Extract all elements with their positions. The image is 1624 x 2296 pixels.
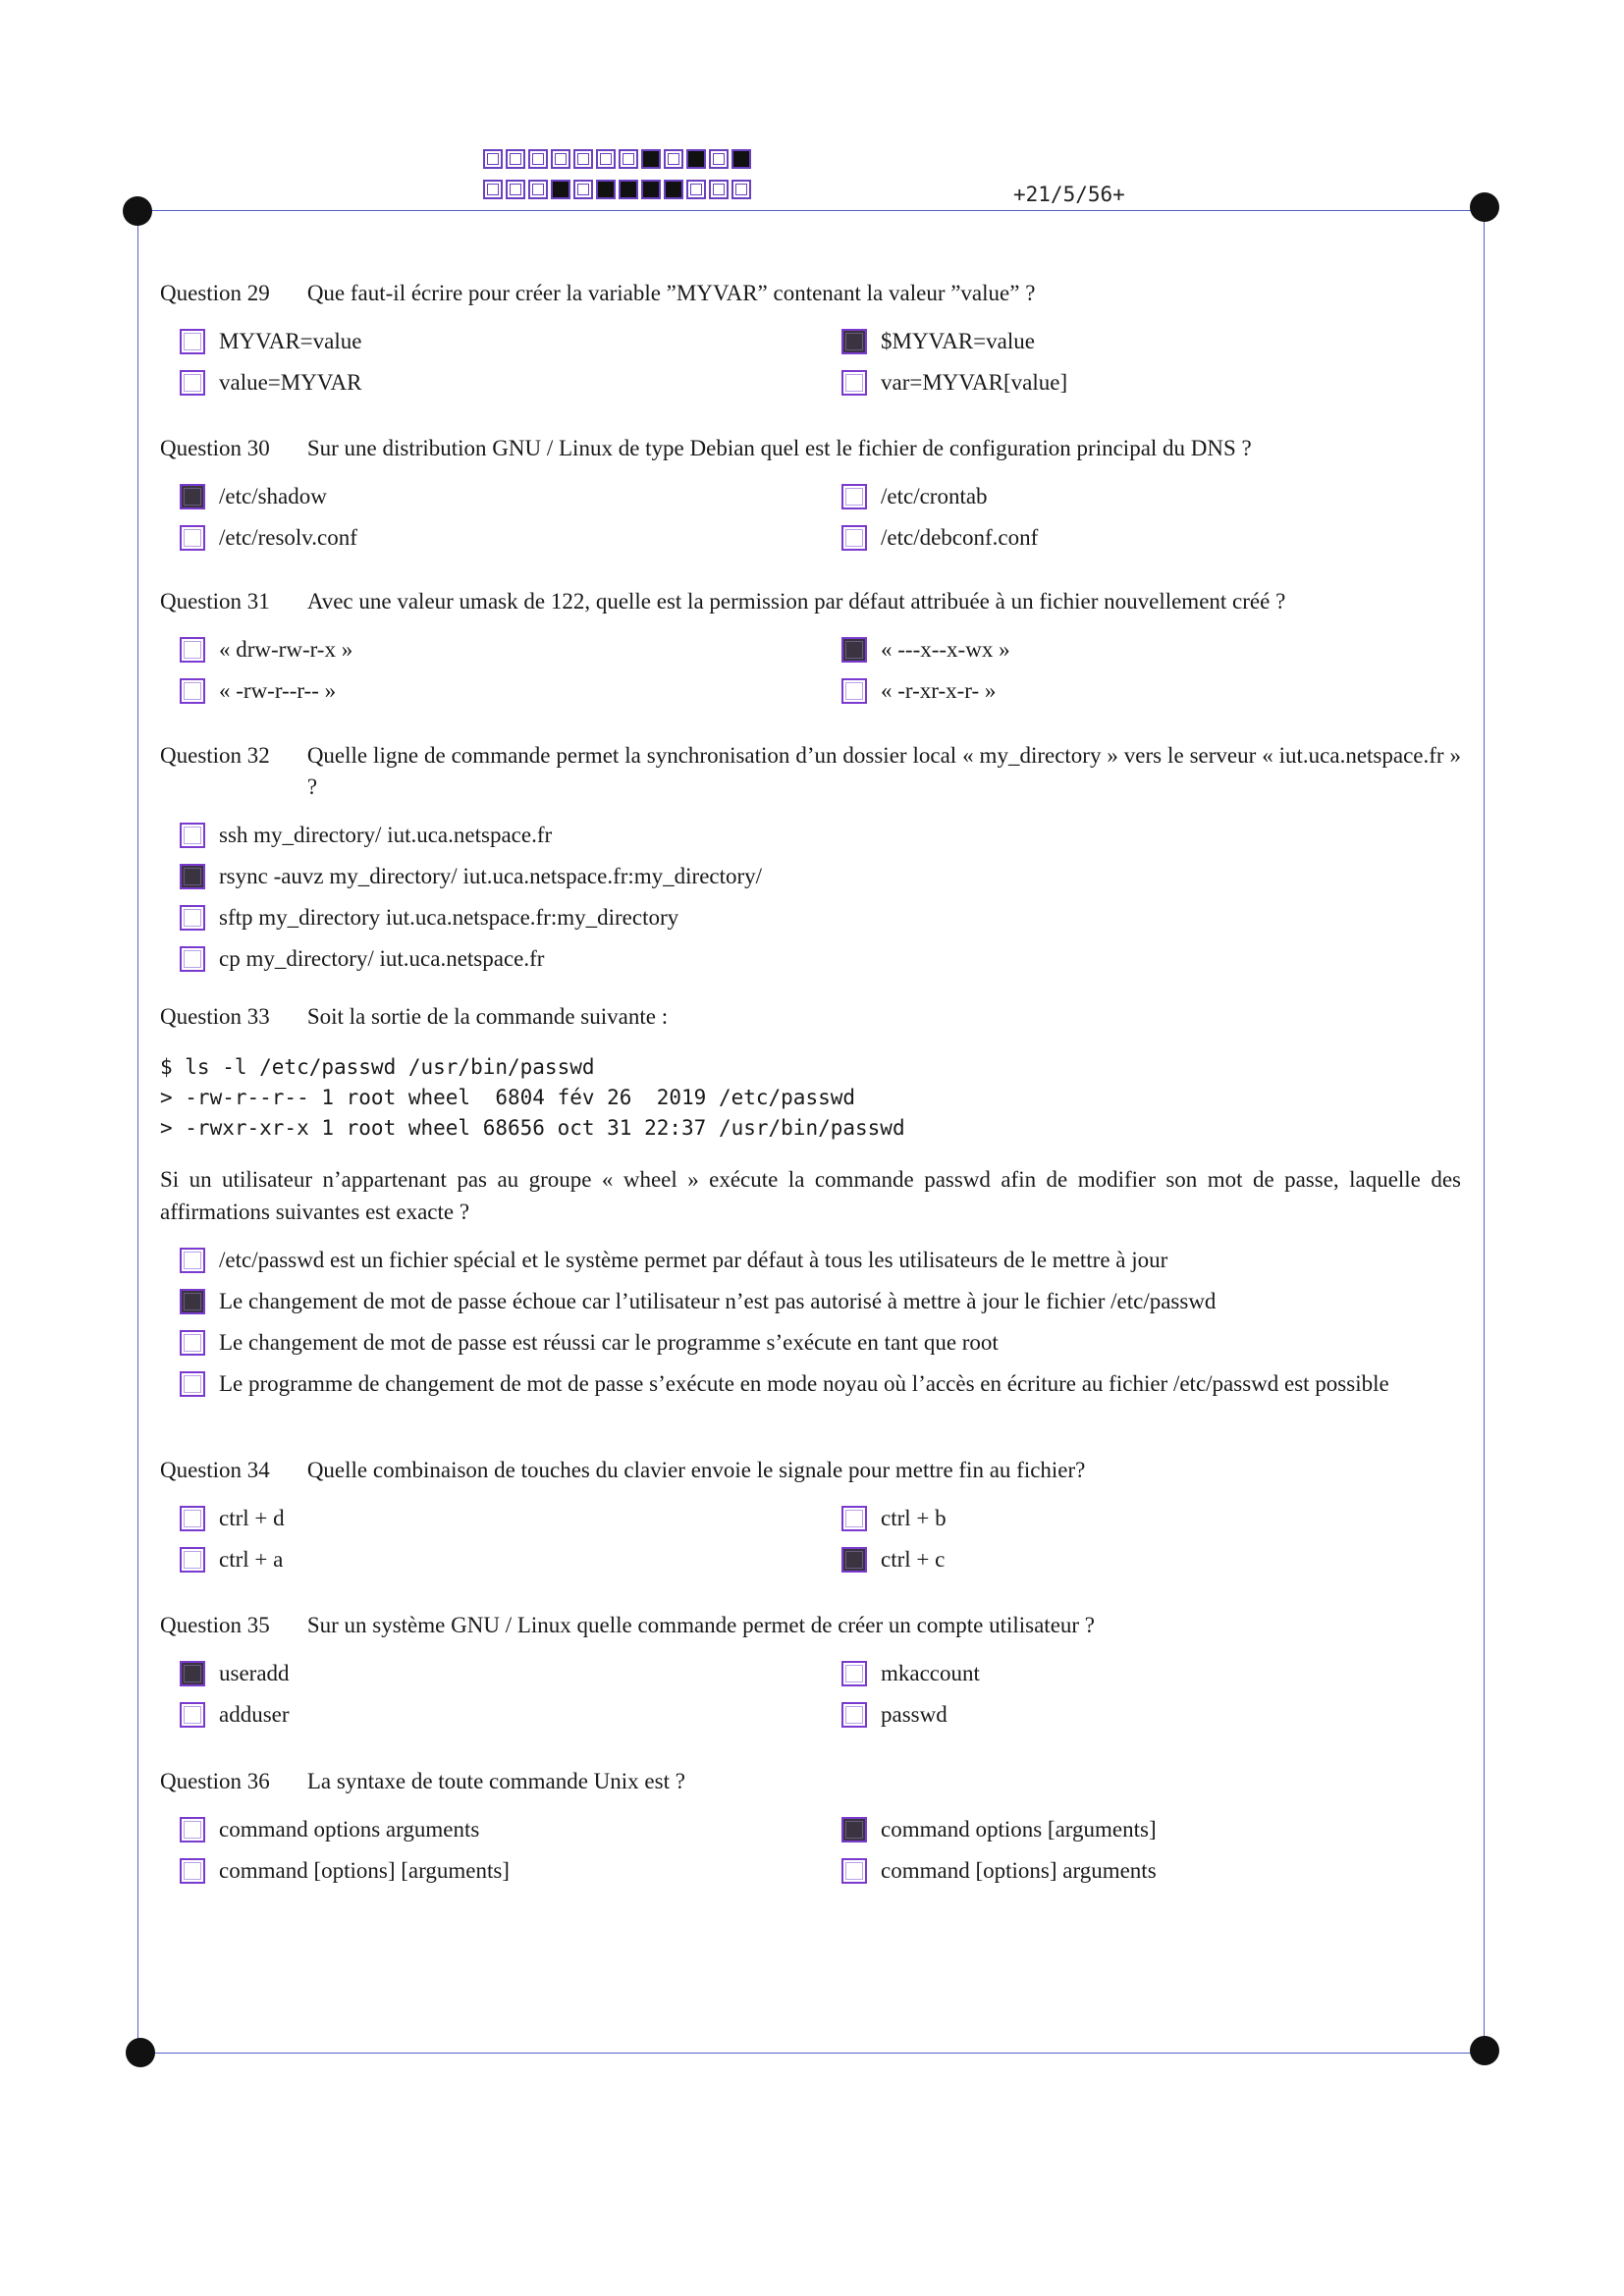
question-29 xyxy=(160,278,1461,400)
checkbox[interactable] xyxy=(180,637,205,663)
question-header xyxy=(160,433,1461,464)
question-text: Soit la sortie de la commande suivante : xyxy=(306,1004,669,1029)
answer-list xyxy=(160,1657,1461,1732)
answer-option[interactable] xyxy=(160,1813,822,1846)
checkbox[interactable] xyxy=(180,370,205,396)
answer-option[interactable] xyxy=(160,901,1436,934)
question-32 xyxy=(160,740,1461,976)
answer-option[interactable] xyxy=(822,1813,1461,1846)
answer-label: MYVAR=value xyxy=(219,329,362,353)
sheet-code-row-1 xyxy=(483,149,754,169)
answer-option[interactable] xyxy=(160,1244,1436,1277)
answer-label: /etc/passwd est un fichier spécial et le système permet par défaut à tous les utilisateurs de le mettre à jour xyxy=(219,1248,1168,1272)
answer-label: ctrl + a xyxy=(219,1547,284,1572)
checkbox-checked[interactable] xyxy=(180,484,205,509)
question-header xyxy=(160,586,1461,617)
question-text: Que faut-il écrire pour créer la variable ”MYVAR” contenant la valeur ”value” ? xyxy=(306,281,1036,305)
question-text: Quelle combinaison de touches du clavier envoie le signale pour mettre fin au fichier? xyxy=(306,1458,1086,1482)
checkbox-checked[interactable] xyxy=(841,1817,867,1842)
code-cell xyxy=(619,180,638,199)
answer-label: « -r-xr-x-r- » xyxy=(881,678,997,703)
answer-option[interactable] xyxy=(822,1543,1461,1576)
question-36 xyxy=(160,1766,1461,1888)
checkbox[interactable] xyxy=(180,1248,205,1273)
checkbox-checked[interactable] xyxy=(180,1661,205,1686)
code-cell xyxy=(573,149,593,169)
answer-list xyxy=(160,633,1461,708)
answer-label: command options [arguments] xyxy=(881,1817,1157,1842)
question-number: Question 30 xyxy=(160,436,270,460)
checkbox[interactable] xyxy=(841,1661,867,1686)
page-identifier: +21/5/56+ xyxy=(1013,183,1125,206)
answer-label: command [options] arguments xyxy=(881,1858,1157,1883)
question-text: Quelle ligne de commande permet la synchronisation d’un dossier local « my_directory » vers le serveur « iut.uca.netspace.fr » ? xyxy=(306,743,1461,799)
answer-option[interactable] xyxy=(160,633,822,667)
answer-label: ssh my_directory/ iut.uca.netspace.fr xyxy=(219,823,553,847)
answer-label: adduser xyxy=(219,1702,290,1727)
checkbox[interactable] xyxy=(180,905,205,931)
answer-option[interactable] xyxy=(160,819,1436,852)
answer-label: passwd xyxy=(881,1702,947,1727)
question-header xyxy=(160,1001,1461,1033)
answer-label: « drw-rw-r-x » xyxy=(219,637,353,662)
answer-label: command options arguments xyxy=(219,1817,480,1842)
corner-mark-top-right xyxy=(1470,192,1499,222)
answer-list xyxy=(160,819,1461,976)
answer-label: /etc/crontab xyxy=(881,484,988,508)
question-header xyxy=(160,278,1461,309)
question-34 xyxy=(160,1455,1461,1576)
answer-option[interactable] xyxy=(822,1854,1461,1888)
answer-list xyxy=(160,1502,1461,1576)
answer-label: rsync -auvz my_directory/ iut.uca.netspace.fr:my_directory/ xyxy=(219,864,763,888)
code-cell xyxy=(528,149,548,169)
answer-label: var=MYVAR[value] xyxy=(881,370,1068,395)
question-number: Question 31 xyxy=(160,589,270,614)
answer-option[interactable] xyxy=(822,1657,1461,1690)
code-cell xyxy=(551,180,570,199)
question-number: Question 34 xyxy=(160,1458,270,1482)
checkbox[interactable] xyxy=(180,1547,205,1573)
checkbox[interactable] xyxy=(841,678,867,704)
answer-label: useradd xyxy=(219,1661,290,1685)
answer-list xyxy=(160,325,1461,400)
answer-label: « -rw-r--r-- » xyxy=(219,678,337,703)
command-output: $ ls -l /etc/passwd /usr/bin/passwd > -rw-r--r-- 1 root wheel 6804 fév 26 2019 /etc/passwd > -rwxr-xr-x 1 root wheel 68656 oct 31 22:37 /usr/bin/passwd xyxy=(160,1055,905,1140)
question-text: Sur un système GNU / Linux quelle commande permet de créer un compte utilisateur ? xyxy=(306,1613,1096,1637)
question-header xyxy=(160,740,1461,803)
answer-label: value=MYVAR xyxy=(219,370,362,395)
answer-label: ctrl + d xyxy=(219,1506,285,1530)
question-header xyxy=(160,1610,1461,1641)
answer-option[interactable] xyxy=(160,1698,822,1732)
question-30 xyxy=(160,433,1461,555)
answer-label: « ---x--x-wx » xyxy=(881,637,1010,662)
code-cell xyxy=(619,149,638,169)
checkbox[interactable] xyxy=(180,678,205,704)
answer-option[interactable] xyxy=(160,1854,822,1888)
answer-label: cp my_directory/ iut.uca.netspace.fr xyxy=(219,946,545,971)
checkbox[interactable] xyxy=(180,1506,205,1531)
question-number: Question 32 xyxy=(160,743,270,768)
answer-option[interactable] xyxy=(822,633,1461,667)
answer-option[interactable] xyxy=(822,480,1461,513)
checkbox[interactable] xyxy=(841,1702,867,1728)
question-text: Sur une distribution GNU / Linux de type Debian quel est le fichier de configuration principal du DNS ? xyxy=(306,436,1252,460)
question-number: Question 29 xyxy=(160,281,270,305)
answer-option[interactable] xyxy=(160,1367,1436,1401)
code-cell xyxy=(641,180,661,199)
checkbox[interactable] xyxy=(841,525,867,551)
code-cell xyxy=(506,180,525,199)
code-cell xyxy=(551,149,570,169)
answer-option[interactable] xyxy=(822,325,1461,358)
code-cell xyxy=(664,149,683,169)
question-number: Question 33 xyxy=(160,1004,270,1029)
answer-list xyxy=(160,480,1461,555)
checkbox[interactable] xyxy=(180,946,205,972)
code-cell xyxy=(573,180,593,199)
answer-option[interactable] xyxy=(160,860,1436,893)
code-cell xyxy=(664,180,683,199)
answer-option[interactable] xyxy=(822,366,1461,400)
answer-list xyxy=(160,1244,1461,1401)
answer-label: mkaccount xyxy=(881,1661,980,1685)
answer-option[interactable] xyxy=(160,325,822,358)
checkbox[interactable] xyxy=(841,1858,867,1884)
checkbox[interactable] xyxy=(180,1371,205,1397)
answer-label: command [options] [arguments] xyxy=(219,1858,510,1883)
code-cell xyxy=(506,149,525,169)
checkbox[interactable] xyxy=(180,1858,205,1884)
question-text: Avec une valeur umask de 122, quelle est la permission par défaut attribuée à un fichier nouvellement créé ? xyxy=(306,589,1286,614)
corner-mark-bottom-right xyxy=(1470,2036,1499,2065)
question-33 xyxy=(160,1001,1461,1401)
answer-option[interactable] xyxy=(160,674,822,708)
answer-option[interactable] xyxy=(822,1698,1461,1732)
code-cell xyxy=(686,180,706,199)
answer-option[interactable] xyxy=(160,366,822,400)
checkbox[interactable] xyxy=(180,525,205,551)
checkbox[interactable] xyxy=(841,370,867,396)
answer-label: ctrl + b xyxy=(881,1506,947,1530)
answer-label: /etc/resolv.conf xyxy=(219,525,357,550)
checkbox-checked[interactable] xyxy=(841,1547,867,1573)
checkbox-checked[interactable] xyxy=(180,864,205,889)
checkbox[interactable] xyxy=(180,329,205,354)
answer-label: /etc/debconf.conf xyxy=(881,525,1039,550)
question-35 xyxy=(160,1610,1461,1732)
checkbox[interactable] xyxy=(180,1330,205,1356)
question-31 xyxy=(160,586,1461,708)
checkbox-checked[interactable] xyxy=(180,1289,205,1314)
code-cell xyxy=(731,180,751,199)
answer-label: /etc/shadow xyxy=(219,484,327,508)
code-cell xyxy=(686,149,706,169)
code-cell xyxy=(709,149,729,169)
checkbox-checked[interactable] xyxy=(841,637,867,663)
question-text: La syntaxe de toute commande Unix est ? xyxy=(306,1769,685,1793)
code-cell xyxy=(483,180,503,199)
answer-label: Le programme de changement de mot de passe s’exécute en mode noyau où l’accès en écriture au fichier /etc/passwd est possible xyxy=(219,1371,1389,1396)
question-number: Question 35 xyxy=(160,1613,270,1637)
answer-option[interactable] xyxy=(160,521,822,555)
answer-option[interactable] xyxy=(160,942,1436,976)
question-header xyxy=(160,1455,1461,1486)
answer-option[interactable] xyxy=(822,674,1461,708)
checkbox[interactable] xyxy=(841,1506,867,1531)
answer-label: Le changement de mot de passe échoue car l’utilisateur n’est pas autorisé à mettre à jour le fichier /etc/passwd xyxy=(219,1289,1217,1313)
code-cell xyxy=(641,149,661,169)
checkbox[interactable] xyxy=(841,484,867,509)
code-cell xyxy=(528,180,548,199)
code-cell xyxy=(596,180,616,199)
checkbox[interactable] xyxy=(180,1702,205,1728)
answer-option[interactable] xyxy=(160,480,822,513)
answer-label: sftp my_directory iut.uca.netspace.fr:my_directory xyxy=(219,905,679,930)
corner-mark-top-left xyxy=(123,196,152,226)
answer-option[interactable] xyxy=(160,1657,822,1690)
checkbox[interactable] xyxy=(180,1817,205,1842)
code-cell xyxy=(483,149,503,169)
checkbox-checked[interactable] xyxy=(841,329,867,354)
code-cell xyxy=(731,149,751,169)
answer-label: ctrl + c xyxy=(881,1547,946,1572)
answer-option[interactable] xyxy=(822,1502,1461,1535)
question-header xyxy=(160,1766,1461,1797)
corner-mark-bottom-left xyxy=(126,2038,155,2067)
code-cell xyxy=(709,180,729,199)
answer-option[interactable] xyxy=(160,1285,1436,1318)
question-number: Question 36 xyxy=(160,1769,270,1793)
code-cell xyxy=(596,149,616,169)
answer-label: $MYVAR=value xyxy=(881,329,1035,353)
answer-list xyxy=(160,1813,1461,1888)
answer-option[interactable] xyxy=(160,1502,822,1535)
answer-option[interactable] xyxy=(822,521,1461,555)
checkbox[interactable] xyxy=(180,823,205,848)
answer-option[interactable] xyxy=(160,1326,1436,1360)
sheet-code-row-2 xyxy=(483,180,754,199)
answer-option[interactable] xyxy=(160,1543,822,1576)
answer-label: Le changement de mot de passe est réussi car le programme s’exécute en tant que root xyxy=(219,1330,999,1355)
question-context: Si un utilisateur n’appartenant pas au groupe « wheel » exécute la commande passwd afin de modifier son mot de passe, laquelle des affirmations suivantes est exacte ? xyxy=(160,1167,1461,1224)
